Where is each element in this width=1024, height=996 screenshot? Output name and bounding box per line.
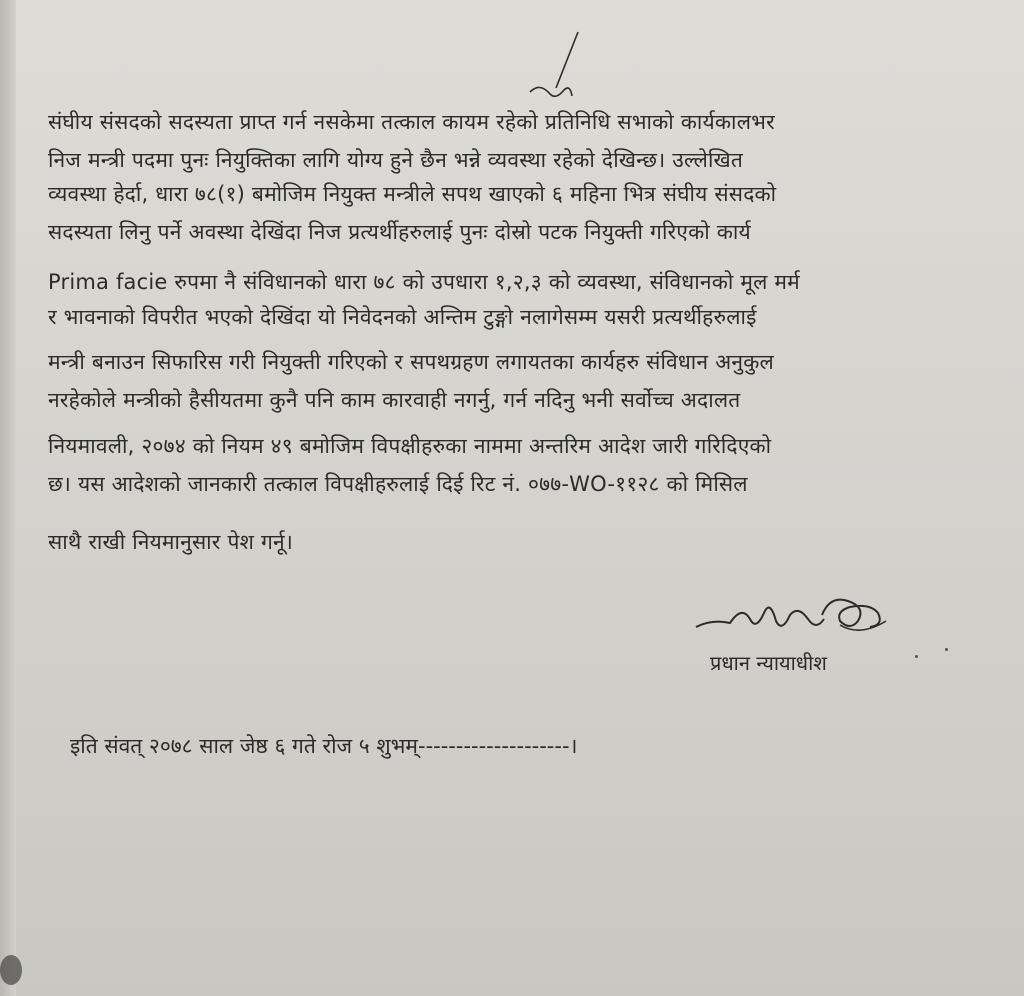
edge-stain	[0, 955, 22, 985]
ink-speck	[945, 648, 948, 651]
signature-block	[690, 575, 920, 685]
closing-date-line: इति संवत् २०७८ साल जेष्ठ ६ गते रोज ५ शुभम्--------------------।	[70, 734, 578, 758]
pen-stroke-mark	[520, 30, 590, 120]
body-line: Prima facie रुपमा नै संविधानको धारा ७८ को उपधारा १,२,३ को व्यवस्था, संविधानको मूल मर्म	[48, 270, 800, 294]
handwritten-signature	[690, 575, 920, 645]
body-line: साथै राखी नियमानुसार पेश गर्नू।	[48, 530, 293, 554]
paper-edge-shadow	[0, 0, 16, 996]
body-line: र भावनाको विपरीत भएको देखिंदा यो निवेदनको अन्तिम टुङ्गो नलागेसम्म यसरी प्रत्यर्थीहरुलाई	[48, 305, 757, 329]
body-line: व्यवस्था हेर्दा, धारा ७८(१) बमोजिम नियुक्त मन्त्रीले सपथ खाएको ६ महिना भित्र संघीय संसदको	[48, 182, 777, 206]
ink-speck	[915, 655, 918, 658]
signatory-title: प्रधान न्यायाधीश	[710, 651, 827, 675]
body-line: नरहेकोले मन्त्रीको हैसीयतमा कुनै पनि काम कारवाही नगर्नु, गर्न नदिनु भनी सर्वोच्च अदालत	[48, 388, 741, 412]
body-line: छ। यस आदेशको जानकारी तत्काल विपक्षीहरुलाई दिई रिट नं. ०७७-WO-११२८ को मिसिल	[48, 472, 748, 496]
body-line: मन्त्री बनाउन सिफारिस गरी नियुक्ती गरिएको र सपथग्रहण लगायतका कार्यहरु संविधान अनुकुल	[48, 350, 774, 374]
body-line: निज मन्त्री पदमा पुनः नियुक्तिका लागि योग्य हुने छैन भन्ने व्यवस्था रहेको देखिन्छ। उल्लेखित	[48, 148, 744, 172]
body-line: संघीय संसदको सदस्यता प्राप्त गर्न नसकेमा तत्काल कायम रहेको प्रतिनिधि सभाको कार्यकालभर	[48, 110, 775, 134]
body-line: नियमावली, २०७४ को नियम ४९ बमोजिम विपक्षीहरुका नाममा अन्तरिम आदेश जारी गरिदिएको	[48, 434, 772, 458]
body-line: सदस्यता लिनु पर्ने अवस्था देखिंदा निज प्रत्यर्थीहरुलाई पुनः दोस्रो पटक नियुक्ती गरिएको कार्य	[48, 220, 751, 244]
